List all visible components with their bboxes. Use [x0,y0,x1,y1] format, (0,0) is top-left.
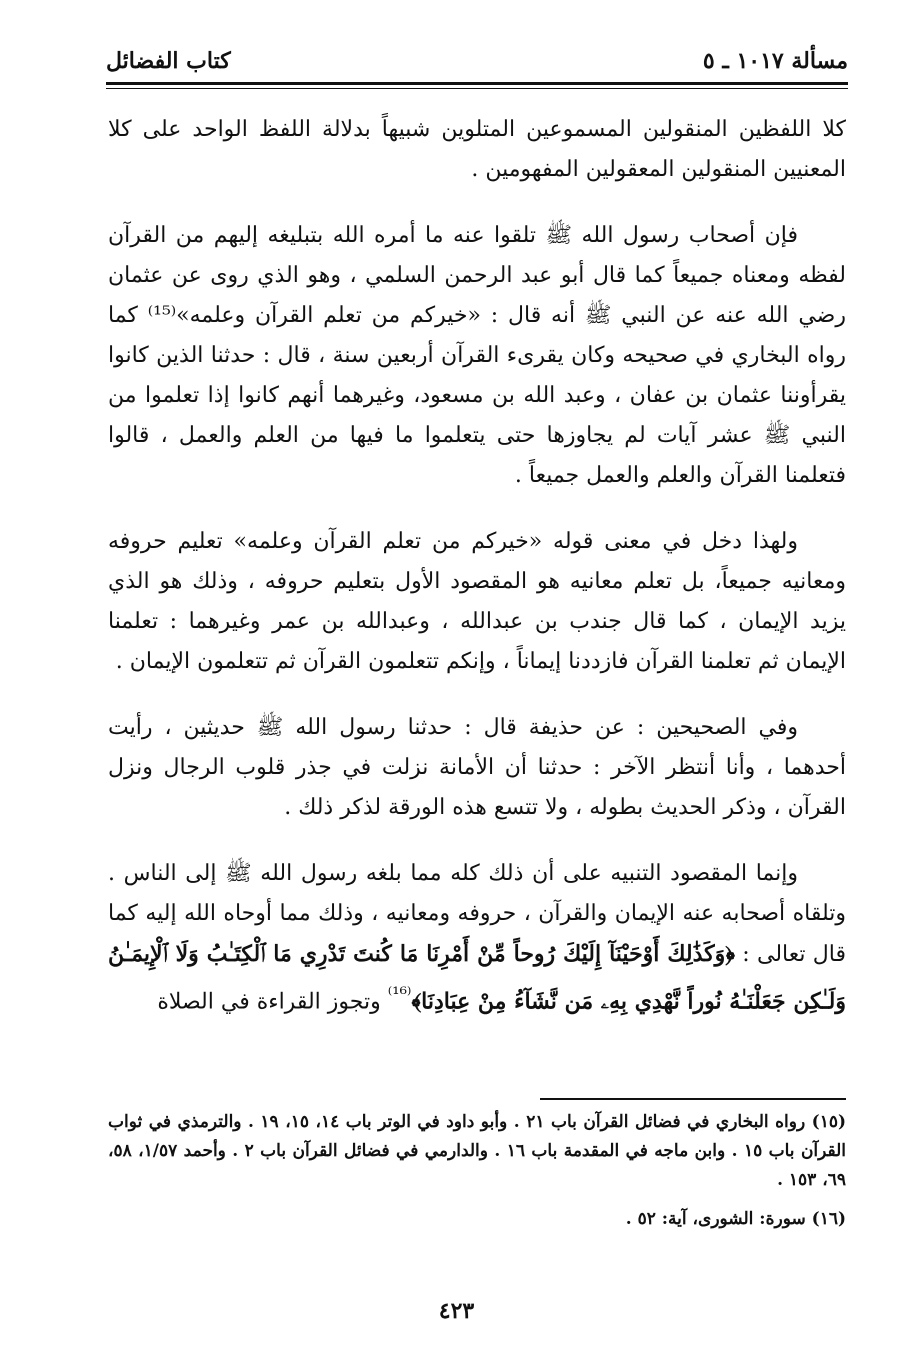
book-title: كتاب الفضائل [106,48,231,74]
paragraph-4: وفي الصحيحين : عن حذيفة قال : حدثنا رسول الله ﷺ حديثين ، رأيت أحدهما ، وأنا أنتظر الآخر : حدثنا أن الأمانة نزلت في جذر قلوب الرجال ونزل القرآن ، وذكر الحديث بطوله ، ولا تتسع هذه الورقة لذكر ذلك . [108,715,846,820]
footnote-15: (١٥) رواه البخاري في فضائل القرآن باب ٢١ . وأبو داود في الوتر باب ١٤، ١٥، ١٩ . والترمذي في ثواب القرآن باب ١٥ . وابن ماجه في المقدمة باب ١٦ . والدارمي في فضائل القرآن باب ٢ . وأحمد ١/٥٧، ٥٨، ٦٩، ١٥٣ . [108,1112,847,1190]
header-rule-thin [106,88,848,89]
paragraph-1: كلا اللفظين المنقولين المسموعين المتلوين شبيهاً بدلالة اللفظ الواحد على كلا المعنيين المنقولين المعقولين المفهومين . [108,117,846,182]
footnote-16: (١٦) سورة: الشورى، آية: ٥٢ . [625,1209,846,1229]
paragraph-3: ولهذا دخل في معنى قوله «خيركم من تعلم القرآن وعلمه» تعليم حروفه ومعانيه جميعاً، بل تعلم معانيه هو المقصود الأول بتعليم حروفه ، وذلك هو الذي يزيد الإيمان ، كما قال جندب بن عبدالله ، وعبدالله بن عمر وغيرهما : تعلمنا الإيمان ثم تعلمنا القرآن فازددنا إيماناً ، وإنكم تتعلمون القرآن ثم تتعلمون الإيمان . [108,529,846,674]
footnote-rule [540,1098,846,1100]
paragraph-5-continuation: وتجوز القراءة في الصلاة [157,989,388,1015]
page-number: ٤٢٣ [438,1298,475,1324]
issue-number: مسألة ١٠١٧ ـ ٥ [702,48,848,74]
paragraph-5 [108,854,846,1022]
running-header [106,42,848,82]
quran-verse: ﴿وَكَذَٰلِكَ أَوْحَيْنَآ إِلَيْكَ رُوحاً مِّنْ أَمْرِنَا مَا كُنتَ تَدْرِي مَا ٱلْكِتَـٰبُ وَلَا ٱلْإِيمَـٰنُ وَلَـٰكِن جَعَلْنَـٰهُ نُوراً نَّهْدِي بِهِۦ مَن نَّشَآءُ مِنْ عِبَادِنَا﴾ [108,941,846,1015]
paragraph-5-text: وإنما المقصود التنبيه على أن ذلك كله مما بلغه رسول الله ﷺ إلى الناس . وتلقاه أصحابه عنه الإيمان والقرآن ، حروفه ومعانيه ، وذلك مما أوحاه الله إليه كما قال تعالى : [108,861,846,967]
main-text [108,110,846,1022]
paragraph-2: فإن أصحاب رسول الله ﷺ تلقوا عنه ما أمره الله بتبليغه إليهم من القرآن لفظه ومعناه جميعاً كما قال أبو عبد الرحمن السلمي ، وهو الذي روى عن عثمان رضي الله عنه عن النبي ﷺ أنه قال : «خيركم من تعلم القرآن وعلمه»⁽¹⁵⁾ كما رواه البخاري في صحيحه وكان يقرىء القرآن أربعين سنة ، قال : حدثنا الذين كانوا يقرأوننا عثمان بن عفان ، وعبد الله بن مسعود، وغيرهما أنهم كانوا إذا تعلموا من النبي ﷺ عشر آيات لم يجاوزها حتى يتعلموا ما فيها من العلم والعمل ، قالوا فتعلمنا القرآن والعلم والعمل جميعاً . [108,223,846,488]
footnote-ref-16: ⁽¹⁶⁾ [387,984,412,1005]
header-rule-thick [106,82,848,85]
footnotes [108,1108,846,1234]
